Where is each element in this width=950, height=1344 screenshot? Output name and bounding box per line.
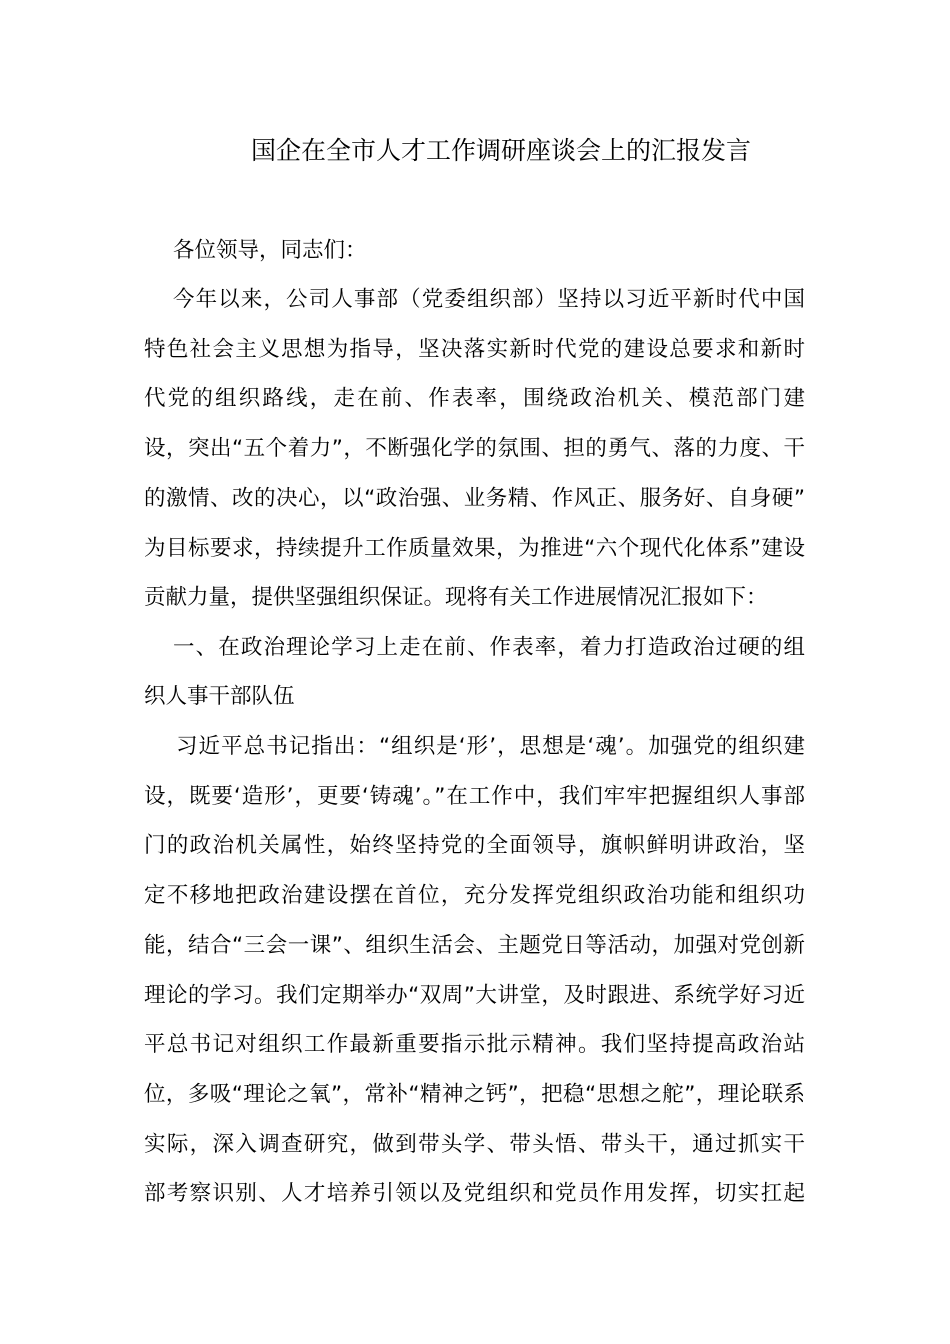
paragraph-line: 习近平总书记指出：“组织是‘形’，思想是‘魂’。加强党的组织建	[176, 734, 805, 759]
paragraph-line: 设，既要‘造形’，更要‘铸魂’。”在工作中，我们牢牢把握组织人事部	[144, 784, 805, 809]
paragraph-line: 为目标要求，持续提升工作质量效果，为推进“六个现代化体系”建设	[144, 536, 805, 561]
paragraph-line: 位，多吸“理论之氧”，常补“精神之钙”，把稳“思想之舵”，理论联系	[144, 1082, 805, 1107]
paragraph-line: 贡献力量，提供坚强组织保证。现将有关工作进展情况汇报如下：	[144, 585, 768, 610]
section-heading-line: 织人事干部队伍	[144, 684, 295, 709]
paragraph-line: 部考察识别、人才培养引领以及党组织和党员作用发挥，切实扛起	[144, 1181, 805, 1206]
paragraph-line: 定不移地把政治建设摆在首位，充分发挥党组织政治功能和组织功	[144, 883, 805, 908]
paragraph-line: 代党的组织路线，走在前、作表率，围绕政治机关、模范部门建	[144, 386, 805, 411]
section-heading-line: 一、在政治理论学习上走在前、作表率，着力打造政治过硬的组	[173, 635, 805, 660]
paragraph-line: 今年以来，公司人事部（党委组织部）坚持以习近平新时代中国	[173, 287, 805, 312]
greeting-line: 各位领导，同志们：	[173, 238, 367, 263]
paragraph-line: 设，突出“五个着力”，不断强化学的氛围、担的勇气、落的力度、干	[144, 436, 805, 461]
paragraph-line: 理论的学习。我们定期举办“双周”大讲堂，及时跟进、系统学好习近	[144, 983, 805, 1008]
paragraph-line: 的激情、改的决心，以“政治强、业务精、作风正、服务好、自身硬”	[144, 486, 805, 511]
paragraph-line: 平总书记对组织工作最新重要指示批示精神。我们坚持提高政治站	[144, 1032, 805, 1057]
paragraph-line: 门的政治机关属性，始终坚持党的全面领导，旗帜鲜明讲政治，坚	[144, 833, 805, 858]
paragraph-line: 特色社会主义思想为指导，坚决落实新时代党的建设总要求和新时	[144, 337, 805, 362]
paragraph-line: 能，结合“三会一课”、组织生活会、主题党日等活动，加强对党创新	[144, 933, 805, 958]
document-title: 国企在全市人才工作调研座谈会上的汇报发言	[250, 136, 751, 165]
paragraph-line: 实际，深入调查研究，做到带头学、带头悟、带头干，通过抓实干	[144, 1132, 805, 1157]
